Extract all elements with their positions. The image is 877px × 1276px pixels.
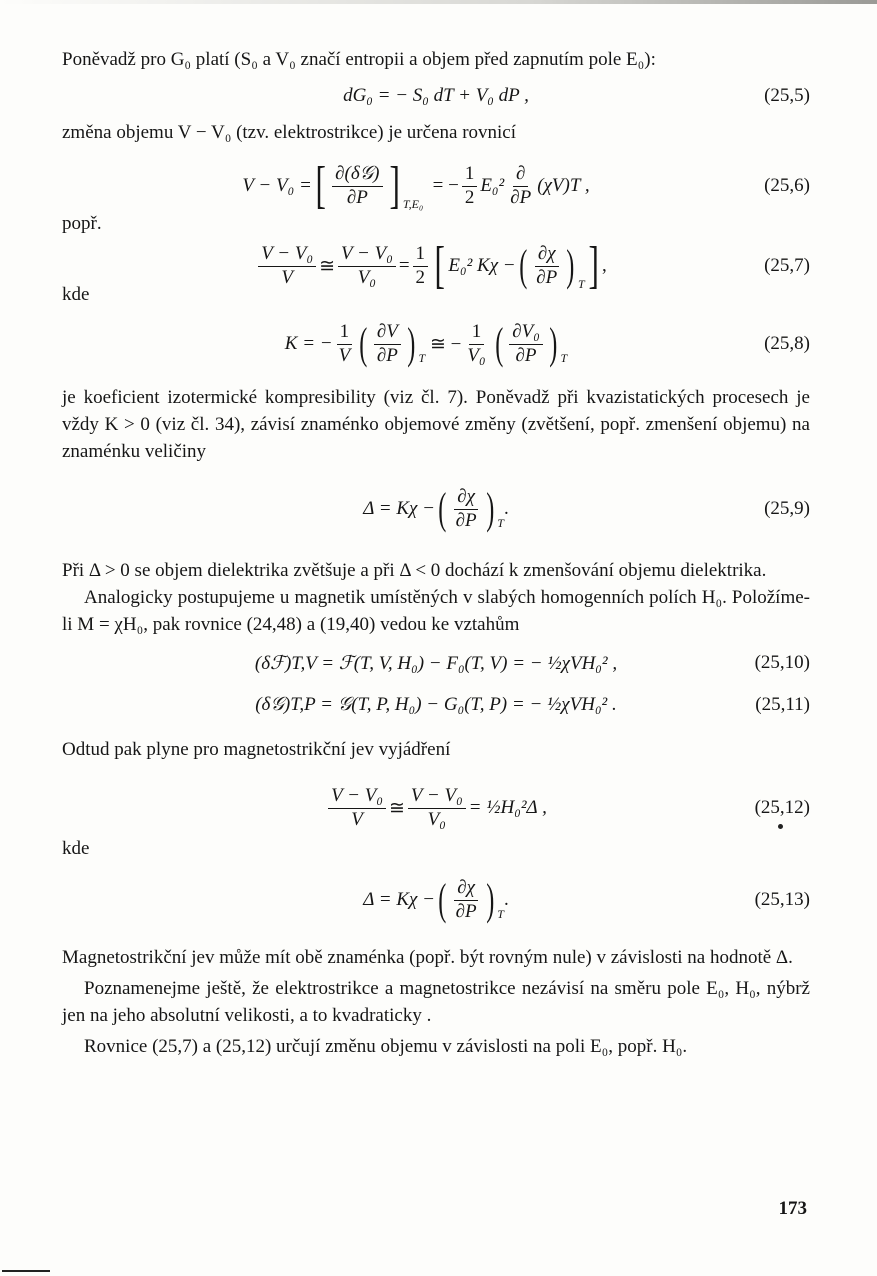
paren-open: ( [438,484,447,533]
fraction [258,244,316,289]
page-number: 173 [778,1198,807,1219]
paren-close: ) [549,319,558,368]
subscript: T [577,277,585,291]
paragraph-intro: Poněvadž pro G₀ platí (S₀ a V₀ značí entropii a objem před zapnutím pole E₀): [62,49,656,70]
numerator: 1 [413,244,429,267]
numerator: ∂V₀ [509,322,543,345]
word-kde: kde [62,838,90,859]
equation-number: (25,5) [764,85,810,106]
eq-tail: (χV)T , [537,175,590,196]
paragraph-poznamenejme: Poznamenejme ještě, že elektrostrikce a magnetostrikce nezávisí na směru pole E₀, H₀, nýbrž jen na jeho absolutní velikosti, a to kvadraticky . [62,978,810,1026]
denominator: 2 [415,266,426,288]
numerator: V − V₀ [408,786,466,809]
paren-close: ) [566,241,575,290]
fraction-half [413,244,429,289]
bracket-close: ] [588,237,599,294]
subscript: T [560,351,568,366]
equation-25-9 [62,465,810,553]
equation-25-7 [52,237,810,295]
eq-lhs: Δ = Kχ − [363,889,435,910]
equation-25-13 [62,862,810,938]
numerator: V − V₀ [338,244,396,267]
denominator: ∂P [455,900,477,922]
scan-mark [2,1270,50,1272]
paren-open: ( [359,319,368,368]
denominator: 2 [464,186,475,208]
equation-25-6 [22,146,810,226]
fraction [328,786,386,831]
equation-25-8 [42,308,810,380]
paragraph-magnetostriction: Magnetostrikční jev může mít obě znaménka (popř. být rovným nule) v závislosti na hodnotě Δ. [62,947,793,968]
equation-number: (25,10) [754,652,810,673]
numerator: 1 [469,322,485,345]
eq-tail: = ½H₀²Δ , [468,797,547,818]
denominator: V [281,266,293,288]
fraction [336,322,354,367]
paragraph-delta: Při Δ > 0 se objem dielektrika zvětšuje a při Δ < 0 dochází k zmenšování objemu dielektrika. [62,560,767,581]
numerator: ∂χ [535,244,559,267]
fraction-derivative [453,878,480,923]
eq-sign: = [398,255,410,276]
eq-sign: = − [432,175,459,196]
fraction-half [462,164,478,209]
bracket-close: ] [388,157,400,214]
numerator: V − V₀ [258,244,316,267]
speck-mark [778,824,783,829]
denominator: V₀ [357,266,377,288]
fraction-derivative [507,164,534,209]
paragraph-change: změna objemu V − V₀ (tzv. elektrostrikce) je určena rovnicí [62,122,517,143]
approx-sign: ≅ [388,797,405,819]
denominator: ∂P [536,266,558,288]
paren-close: ) [485,484,494,533]
equation-25-11 [62,684,810,726]
page-content [62,44,810,1060]
fraction [332,164,382,209]
eq-end: . [503,498,509,519]
equation-number: (25,13) [754,889,810,910]
fraction-derivative [533,244,560,289]
denominator: ∂P [346,186,368,208]
equation-number: (25,9) [764,498,810,519]
eq-end: , [601,255,607,276]
fraction-derivative [453,487,480,532]
equation-number: (25,8) [764,333,810,354]
subscript: T [497,907,504,922]
equation-25-10 [62,642,810,684]
denominator: V₀ [427,808,446,830]
scan-edge [0,0,877,4]
denominator: ∂P [376,344,398,366]
paren-close: ) [485,875,494,924]
denominator: V [351,808,363,830]
numerator: 1 [462,164,478,187]
eq-body: (δℱ)T,V = ℱ(T, V, H₀) − F₀(T, V) = − ½χVH₀² , [254,652,618,674]
denominator: V₀ [467,344,486,366]
equation-25-12 [62,769,810,847]
equation-number: (25,7) [764,255,810,276]
eq-body: (δ𝒢)T,P = 𝒢(T, P, H₀) − G₀(T, P) = − ½χVH₀² . [255,694,617,715]
bracket-open: [ [434,237,445,294]
denominator: ∂P [515,344,537,366]
numerator: ∂ [513,164,528,187]
equation-number: (25,11) [755,694,810,715]
paragraph-rovnice: Rovnice (25,7) a (25,12) určují změnu objemu v závislosti na poli E₀, popř. H₀. [84,1036,688,1057]
eq-lhs: V − V₀ = [242,175,312,196]
fraction [408,786,466,831]
fraction [464,322,488,367]
eq-term: E₀² Kχ − [448,255,516,276]
equation-25-5 [62,73,810,119]
paren-open: ( [518,241,527,290]
eq-lhs: Δ = Kχ − [363,498,435,519]
paren-open: ( [494,319,503,368]
numerator: ∂(δ𝒢) [332,164,382,187]
fraction-derivative [374,322,401,367]
numerator: ∂V [374,322,401,345]
denominator: ∂P [510,186,532,208]
denominator: V [338,344,351,366]
fraction-derivative [509,322,543,367]
eq-lhs: K = − [284,333,333,354]
subscript: T [497,516,504,531]
paren-close: ) [407,319,416,368]
paragraph-analog: Analogicky postupujeme u magnetik umístěných v slabých homogenních polích H₀. Položíme-li M = χH₀, pak rovnice (24,48) a (19,40) vedou ke vztahům [62,587,810,635]
paragraph-coefficient: je koeficient izotermické kompresibility (viz čl. 7). Poněvadž při kvazistatických procesech je vždy K > 0 (viz čl. 34), závisí znaménko objemové změny (zvětšení, popř. zmenšení objemu) na znaménku veličiny [62,387,810,462]
equation-number: (25,6) [764,175,810,196]
approx-sign: ≅ [319,255,336,277]
approx-sign: ≅ − [429,333,462,355]
denominator: ∂P [455,509,477,531]
eq-end: . [503,889,509,910]
subscript: T,E₀ [402,197,424,211]
word-kde: kde [62,284,90,305]
numerator: ∂χ [454,878,478,901]
numerator: ∂χ [454,487,478,510]
equation-number: (25,12) [754,797,810,818]
paragraph-odtud: Odtud pak plyne pro magnetostrikční jev vyjádření [62,739,451,760]
subscript: T [418,351,426,366]
numerator: V − V₀ [328,786,386,809]
numerator: 1 [337,322,353,345]
eq-term: E₀² [480,175,505,196]
paren-open: ( [438,875,447,924]
word-popr: popř. [62,213,102,234]
fraction [338,244,396,289]
bracket-open: [ [315,157,326,214]
eq-body: dG₀ = − S₀ dT + V₀ dP , [343,85,529,106]
